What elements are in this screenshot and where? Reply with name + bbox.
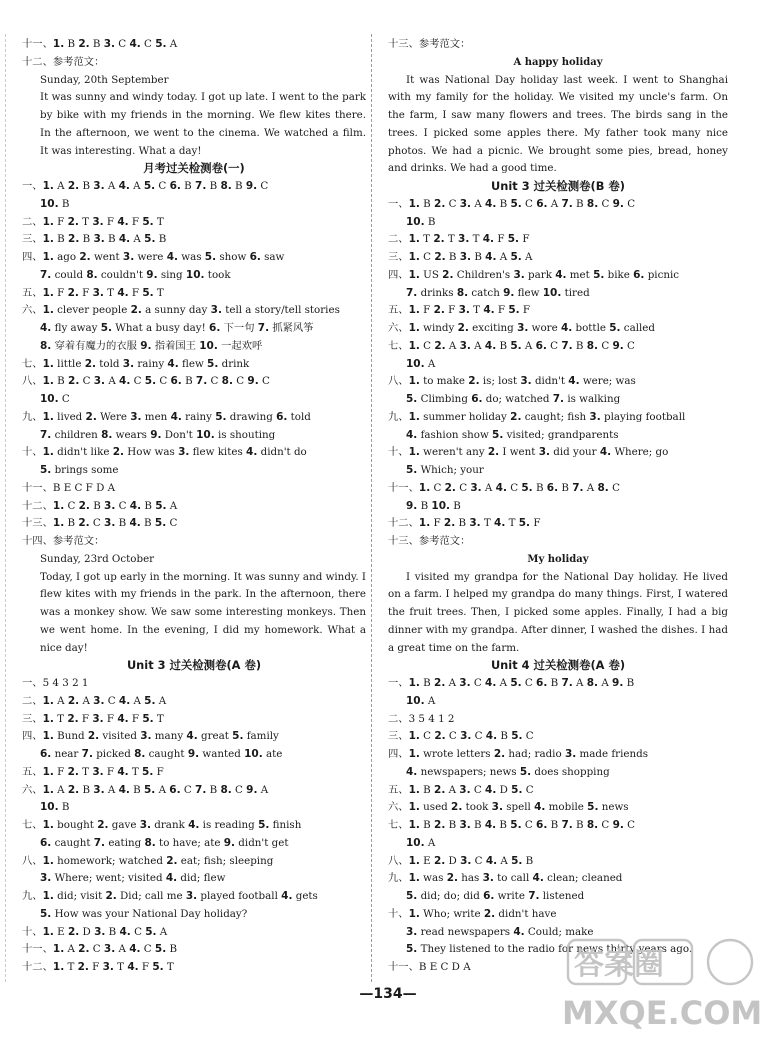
answer-line: 四、1. Bund 2. visited 3. many 4. great 5. family	[22, 730, 279, 743]
answer-line: 一、1. B 2. A 3. C 4. A 5. C 6. B 7. A 8. A 9. B	[388, 677, 635, 689]
essay-paragraph: Sunday, 20th September	[40, 73, 169, 86]
answer-line: 三、1. C 2. C 3. C 4. B 5. C	[388, 730, 534, 743]
answer-line: 六、1. used 2. took 3. spell 4. mobile 5. news	[388, 801, 629, 814]
answer-line-continued: 6. caught 7. eating 8. to have; ate 9. didn't get	[40, 836, 289, 849]
watermark-logo	[560, 936, 770, 1036]
column-divider	[371, 34, 372, 982]
section-heading: 月考过关检测卷(一)	[143, 161, 245, 176]
answer-line-continued: 4. fly away 5. What a busy day! 6. 下一句 7. 抓紧风筝	[40, 322, 314, 334]
watermark-domain: MXQE.COM	[562, 994, 763, 1032]
answer-line: 十、1. weren't any 2. I went 3. did your 4. Where; go	[388, 446, 669, 459]
answer-line: 八、1. E 2. D 3. C 4. A 5. B	[388, 854, 534, 867]
answer-line: 九、1. summer holiday 2. caught; fish 3. playing football	[388, 410, 686, 423]
answer-line-continued: 6. near 7. picked 8. caught 9. wanted 10. ate	[40, 748, 283, 760]
answer-line-continued: 10. A	[406, 357, 436, 370]
answer-line: 九、1. lived 2. Were 3. men 4. rainy 5. drawing 6. told	[22, 410, 311, 423]
answer-line-continued: 7. could 8. couldn't 9. sing 10. took	[40, 268, 231, 281]
answer-line: 九、1. did; visit 2. Did; call me 3. played football 4. gets	[22, 890, 318, 902]
section-heading: Unit 4 过关检测卷(A 卷)	[490, 658, 626, 673]
answer-line: 一、1. B 2. C 3. A 4. B 5. C 6. A 7. B 8. C 9. C	[388, 197, 636, 210]
answer-line: 七、1. little 2. told 3. rainy 4. flew 5. drink	[22, 357, 250, 370]
answer-line-continued: 7. children 8. wears 9. Don't 10. is shouting	[40, 428, 276, 441]
answer-line-continued: 10. C	[40, 393, 70, 405]
essay-title: My holiday	[527, 553, 589, 565]
answer-line-continued: 4. fashion show 5. visited; grandparents	[406, 428, 619, 441]
answer-line-continued: 10. B	[406, 215, 436, 228]
answer-line-continued: 8. 穿着有魔力的衣服 9. 指着国王 10. 一起欢呼	[40, 339, 263, 352]
answer-line: 四、1. ago 2. went 3. were 4. was 5. show 6. saw	[22, 251, 285, 263]
answer-line: 五、1. B 2. A 3. C 4. D 5. C	[388, 783, 534, 796]
answer-line: 四、1. wrote letters 2. had; radio 3. made friends	[388, 748, 648, 760]
essay-paragraph: Today, I got up early in the morning. It was sunny and windy. I flew kites with my friends in the park. In the afternoon, there was a monkey show. We saw some interesting monkeys. Then we went home. In the evening, I did my homework. What a nice day!	[40, 570, 366, 654]
answer-line: 三、1. T 2. F 3. F 4. F 5. T	[22, 712, 164, 725]
answer-line-continued: 10. A	[406, 694, 436, 707]
answer-line: 七、1. C 2. A 3. A 4. B 5. A 6. C 7. B 8. C 9. C	[388, 339, 635, 352]
answer-line: 十、1. Who; write 2. didn't have	[388, 907, 557, 920]
answer-line: 二、3 5 4 1 2	[388, 712, 455, 725]
answer-line: 五、1. F 2. F 3. T 4. F 5. F	[388, 304, 531, 317]
answer-line: 十三、参考范文：	[388, 38, 471, 50]
answer-line-continued: 7. drinks 8. catch 9. flew 10. tired	[406, 286, 590, 299]
right-column	[388, 36, 728, 977]
section-heading: Unit 3 过关检测卷(B 卷)	[491, 179, 625, 193]
answer-line: 八、1. to make 2. is; lost 3. didn't 4. were; was	[388, 375, 636, 388]
answer-line: 十二、参考范文：	[22, 55, 105, 68]
answer-line: 六、1. A 2. B 3. A 4. B 5. A 6. C 7. B 8. C 9. A	[22, 783, 269, 796]
answer-line: 八、1. B 2. C 3. A 4. C 5. C 6. B 7. C 8. C 9. C	[22, 375, 270, 388]
answer-line-continued: 5. brings some	[40, 464, 119, 476]
answer-line: 二、1. F 2. T 3. F 4. F 5. T	[22, 215, 164, 228]
answer-line: 一、1. A 2. B 3. A 4. A 5. C 6. B 7. B 8. B 9. C	[22, 180, 269, 192]
answer-line: 十、1. E 2. D 3. B 4. C 5. A	[22, 925, 168, 938]
answer-line-continued: 5. Climbing 6. do; watched 7. is walking	[406, 393, 621, 405]
answer-line-continued: 5. Which; your	[406, 464, 484, 476]
essay-title: A happy holiday	[513, 56, 603, 68]
answer-line: 五、1. F 2. T 3. F 4. T 5. F	[22, 765, 164, 778]
answer-line-continued: 10. A	[406, 836, 436, 849]
binding-edge-line	[5, 34, 6, 982]
answer-line: 四、1. US 2. Children's 3. park 4. met 5. bike 6. picnic	[388, 268, 680, 281]
answer-line: 十一、B E C D A	[388, 961, 471, 973]
answer-line: 十一、B E C F D A	[22, 481, 116, 494]
answer-line-continued: 4. newspapers; news 5. does shopping	[406, 765, 610, 778]
answer-line-continued: 9. B 10. B	[406, 499, 461, 512]
essay-paragraph: It was National Day holiday last week. I went to Shanghai with my family for the holiday. We visited my uncle's farm. On the farm, I saw many flowers and trees. The birds sang in the trees. I picked some apples there. My father took many nice photos. We had a picnic. We brought some pies, bread, honey and drinks. We had a good time.	[388, 73, 728, 175]
essay-paragraph: It was sunny and windy today. I got up late. I went to the park by bike with my friends in the morning. We flew kites there. In the afternoon, we went to the cinema. We watched a film. It was interesting. What a day!	[40, 91, 366, 157]
answer-line-continued: 5. How was your National Day holiday?	[40, 907, 248, 920]
essay-paragraph: Sunday, 23rd October	[40, 552, 155, 565]
answer-line: 七、1. bought 2. gave 3. drank 4. is reading 5. finish	[22, 819, 302, 831]
answer-line: 十、1. didn't like 2. How was 3. flew kites 4. didn't do	[22, 446, 307, 459]
answer-line-continued: 10. B	[40, 801, 70, 814]
page-number: —134—	[359, 986, 417, 1002]
answer-line-continued: 10. B	[40, 197, 70, 210]
answer-line: 六、1. windy 2. exciting 3. wore 4. bottle 5. called	[388, 322, 655, 334]
watermark-text: 答案圈	[574, 947, 664, 982]
answer-line: 二、1. T 2. T 3. T 4. F 5. F	[388, 233, 530, 246]
answer-line: 十四、参考范文：	[22, 535, 105, 547]
answer-line: 十一、1. B 2. B 3. C 4. C 5. A	[22, 38, 178, 50]
answer-line: 十二、1. C 2. B 3. C 4. B 5. A	[22, 499, 178, 512]
answer-line: 六、1. clever people 2. a sunny day 3. tell a story/tell stories	[22, 304, 340, 317]
essay-paragraph: I visited my grandpa for the National Day holiday. He lived on a farm. I helped my grandpa do many things. First, I watered the fruit trees. Then, I picked some apples. Finally, I had a big dinner with my grandpa. After dinner, I washed the dishes. I had a great time on the farm.	[388, 570, 728, 654]
answer-line: 三、1. C 2. B 3. B 4. A 5. A	[388, 251, 533, 263]
answer-line: 二、1. A 2. A 3. C 4. A 5. A	[22, 694, 167, 707]
answer-line: 五、1. F 2. F 3. T 4. F 5. T	[22, 286, 164, 299]
answer-line-continued: 3. Where; went; visited 4. did; flew	[40, 872, 226, 885]
answer-line: 三、1. B 2. B 3. B 4. A 5. B	[22, 233, 167, 246]
answer-line-continued: 3. read newspapers 4. Could; make	[406, 925, 594, 938]
answer-line: 一、5 4 3 2 1	[22, 677, 89, 689]
answer-line: 九、1. was 2. has 3. to call 4. clean; cleaned	[388, 872, 623, 885]
answer-line: 十二、1. F 2. B 3. T 4. T 5. F	[388, 517, 541, 530]
answer-line: 十一、1. A 2. C 3. A 4. C 5. B	[22, 943, 178, 956]
answer-line: 十一、1. C 2. C 3. A 4. C 5. B 6. B 7. A 8. C	[388, 481, 620, 494]
answer-line-continued: 5. They listened to the radio for news thirty years ago.	[406, 943, 693, 956]
section-heading: Unit 3 过关检测卷(A 卷)	[126, 658, 262, 673]
answer-line: 十三、1. B 2. C 3. B 4. B 5. C	[22, 517, 178, 530]
answer-line: 八、1. homework; watched 2. eat; fish; sleeping	[22, 854, 274, 867]
answer-line-continued: 5. did; do; did 6. write 7. listened	[406, 890, 585, 902]
answer-line: 十三、参考范文：	[388, 535, 471, 547]
answer-line: 七、1. B 2. B 3. B 4. B 5. C 6. B 7. B 8. C 9. C	[388, 819, 636, 831]
left-column	[22, 36, 366, 977]
answer-line: 十二、1. T 2. F 3. T 4. F 5. T	[22, 961, 174, 973]
